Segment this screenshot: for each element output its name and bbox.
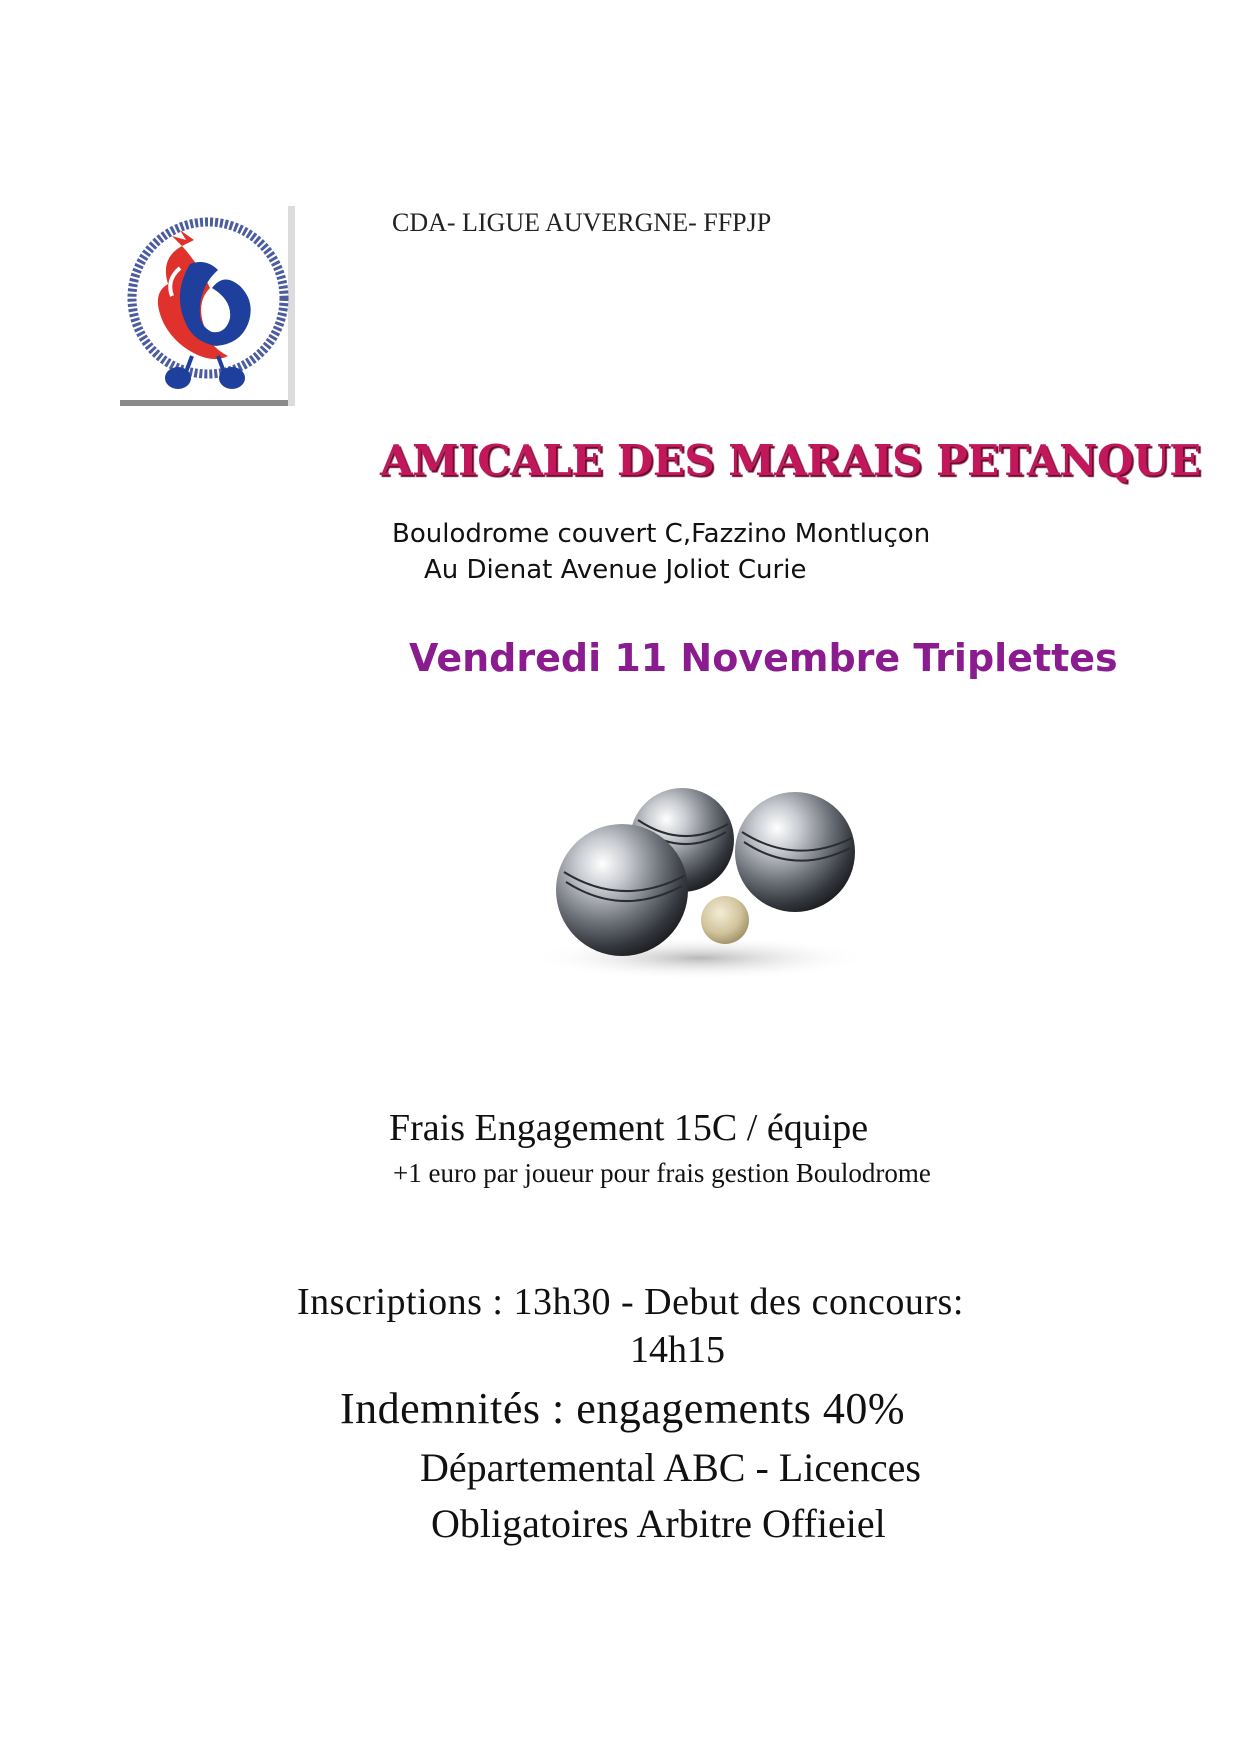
- venue-line-1: Boulodrome couvert C,Fazzino Montluçon: [392, 519, 931, 549]
- indemnities: Indemnités : engagements 40%: [340, 1384, 906, 1433]
- official-referee: Obligatoires Arbitre Offieiel: [431, 1501, 886, 1546]
- organization-header: CDA- LIGUE AUVERGNE- FFPJP: [392, 208, 772, 237]
- management-fee: +1 euro par joueur pour frais gestion Boulodrome: [393, 1158, 931, 1188]
- event-title: AMICALE DES MARAIS PETANQUE: [380, 436, 1201, 485]
- start-time: 14h15: [630, 1329, 725, 1371]
- ffpjp-rooster-logo-icon: [120, 206, 295, 406]
- entry-fee: Frais Engagement 15C / équipe: [389, 1107, 869, 1149]
- event-date: Vendredi 11 Novembre Triplettes: [409, 636, 1118, 680]
- venue-line-2: Au Dienat Avenue Joliot Curie: [424, 555, 807, 585]
- departmental-licences: Départemental ABC - Licences: [420, 1445, 921, 1490]
- registration-time: Inscriptions : 13h30 - Debut des concours:: [297, 1281, 964, 1323]
- petanque-boules-icon: [520, 780, 880, 980]
